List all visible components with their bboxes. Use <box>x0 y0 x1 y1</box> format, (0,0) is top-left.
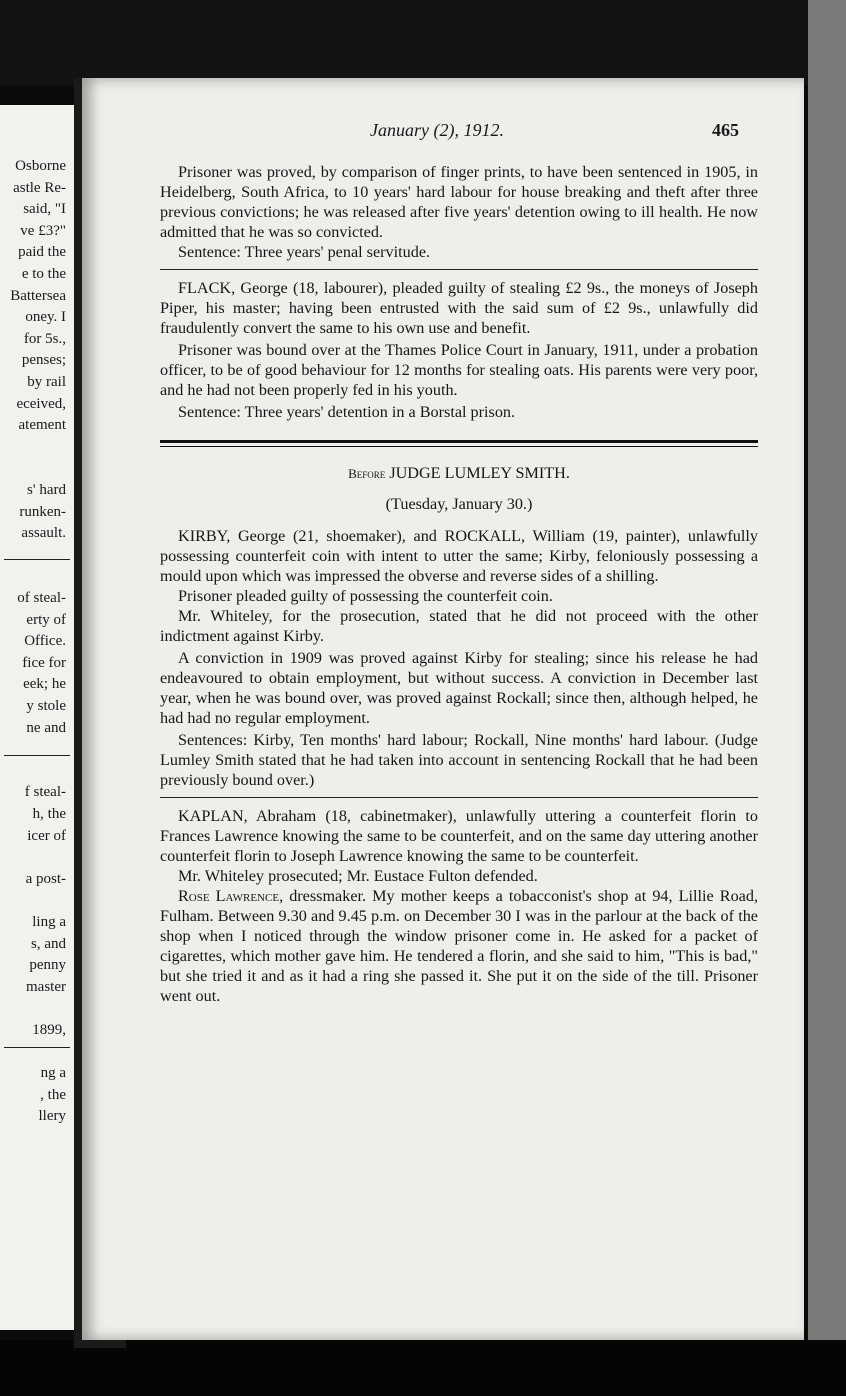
witness-name: Rose Lawrence <box>178 887 280 905</box>
left-page-fragment: assault. <box>21 525 66 542</box>
case-kirby-prosecution: Mr. Whiteley, for the prosecution, stated that he did not proceed with the other indictment against Kirby. <box>160 607 758 645</box>
section-divider <box>160 440 758 447</box>
left-page-fragment: 1899, <box>32 1022 66 1038</box>
case-divider <box>160 797 758 798</box>
running-header <box>82 120 742 146</box>
case-continued-paragraph: Prisoner was proved, by comparison of finger prints, to have been sentenced in 1905, in Heidelberg, South Africa, to 10 years' hard labour for house breaking and theft after three previous convictions; he was released after five years' detention owing to ill health. He now admitted that he was so convicted. <box>160 163 758 241</box>
case-kirby-plea: Prisoner pleaded guilty of possessing the counterfeit coin. <box>178 587 553 605</box>
case-kaplan-witness-testimony: Rose Lawrence, dressmaker. My mother keeps a tobacconist's shop at 94, Lillie Road, Fulham. Between 9.30 and 9.45 p.m. on December 30 I was in the parlour at the back of the shop when I noticed through the window prisoner come in. He asked for a packet of cigarettes, which mother gave him. He tendered a florin, and she said to him, "This is bad," but she tried it and as it had a ring she passed it. She put it on the side of the till. Prisoner went out. <box>160 887 758 1005</box>
case-kirby-history: A conviction in 1909 was proved against Kirby for stealing; since his release he had endeavoured to obtain employment, but without success. A conviction in December last year, when he was bound over, was proved against Rockall; since then, although helped, he had had no regular employment. <box>160 649 758 727</box>
left-page-fragment: Battersea <box>10 287 66 304</box>
left-page-fragment: paid the <box>18 244 66 261</box>
defendant-name: KAPLAN <box>178 807 244 825</box>
page-number: 465 <box>712 120 739 140</box>
left-page-fragment: f steal- <box>24 784 66 801</box>
defendant-name: KIRBY <box>178 527 227 545</box>
scan-background-bottom <box>0 1340 846 1396</box>
left-page-fragment: astle Re- <box>13 179 66 196</box>
before-label: Before <box>348 466 386 481</box>
left-page-fragment: of steal- <box>17 590 66 606</box>
case-kaplan-indictment: KAPLAN, Abraham (18, cabinetmaker), unlawfully uttering a counterfeit florin to Frances Lawrence knowing the same to be counterfeit, and on the same day uttering another counterfeit florin to Joseph Lawrence knowing the same to be counterfeit. <box>160 807 758 865</box>
case-flack-sentence: Sentence: Three years' detention in a Borstal prison. <box>178 403 516 421</box>
left-page-fragment: Office. <box>24 633 66 650</box>
case-kirby-indictment: KIRBY, George (21, shoemaker), and ROCKALL, William (19, painter), unlawfully possessing counterfeit coin with intent to utter the same; Kirby, feloniously possessing a mould upon which was impressed the obverse and reverse sides of a shilling. <box>160 527 758 585</box>
left-page-fragment: s, and <box>31 935 66 952</box>
left-page-fragment: fice for <box>22 654 66 671</box>
left-page-fragment: for 5s., <box>23 330 66 347</box>
left-page-fragment: e to the <box>21 266 66 282</box>
left-page-fragment: a post- <box>25 870 66 887</box>
left-page-fragment: ng a <box>40 1065 66 1082</box>
defendant-name: FLACK <box>178 279 232 297</box>
left-page-fragment: penny <box>29 957 66 974</box>
left-page-rule <box>4 1047 70 1048</box>
case-kaplan-counsel: Mr. Whiteley prosecuted; Mr. Eustace Fulton defended. <box>178 867 538 885</box>
left-page-fragment: ne and <box>26 719 66 736</box>
left-page-fragment: penses; <box>21 352 66 369</box>
page-body <box>160 162 758 1006</box>
left-page-fragment: y stole <box>26 698 66 714</box>
left-page-fragment: h, the <box>32 806 66 822</box>
left-page-fragment: eceived, <box>16 395 66 412</box>
case-divider <box>160 269 758 270</box>
running-title: January (2), 1912. <box>370 120 504 140</box>
left-page-fragment: , the <box>40 1086 66 1103</box>
case-continued-sentence: Sentence: Three years' penal servitude. <box>178 243 431 261</box>
section-date: (Tuesday, January 30.) <box>385 495 533 513</box>
left-page-fragment: master <box>26 978 66 995</box>
left-page-rule <box>4 755 70 756</box>
left-page-fragment: runken- <box>19 503 66 520</box>
left-page-fragment: s' hard <box>27 482 66 498</box>
judge-name: JUDGE LUMLEY SMITH. <box>389 464 570 482</box>
scan-background-top <box>0 0 846 85</box>
left-page-fragment: erty of <box>26 611 66 628</box>
section-judge-heading <box>160 463 758 484</box>
left-page-fragment: icer of <box>27 827 66 844</box>
left-page-fragment: Osborne <box>15 158 66 174</box>
left-page-fragment: llery <box>38 1108 66 1125</box>
left-page-fragment: ling a <box>32 914 66 930</box>
case-kirby-sentence: Sentences: Kirby, Ten months' hard labour; Rockall, Nine months' hard labour. (Judge Lumley Smith stated that he had taken into account in sentencing Rockall that he had been previously bound over.) <box>160 731 758 789</box>
defendant-name-2: ROCKALL <box>444 527 522 545</box>
left-page-fragment: ve £3?" <box>20 222 66 239</box>
left-page-fragment: eek; he <box>23 676 66 693</box>
left-page-fragment: atement <box>18 417 66 434</box>
left-page-fragment: said, "I <box>23 201 66 218</box>
left-page-fragment: by rail <box>27 374 66 390</box>
left-page-rule <box>4 559 70 560</box>
case-flack-history: Prisoner was bound over at the Thames Police Court in January, 1911, under a probation officer, to be of good behaviour for 12 months for stealing oats. His parents were very poor, and he had not been properly fed in his youth. <box>160 341 758 399</box>
scan-background-right <box>808 0 846 1396</box>
case-flack-indictment: FLACK, George (18, labourer), pleaded guilty of stealing £2 9s., the moneys of Joseph Piper, his master; having been entrusted with the said sum of £2 9s., unlawfully did fraudulently convert the same to his own use and benefit. <box>160 279 758 337</box>
left-page-fragment: oney. I <box>25 309 66 326</box>
book-page <box>82 78 804 1340</box>
previous-page-edge <box>0 105 74 1330</box>
